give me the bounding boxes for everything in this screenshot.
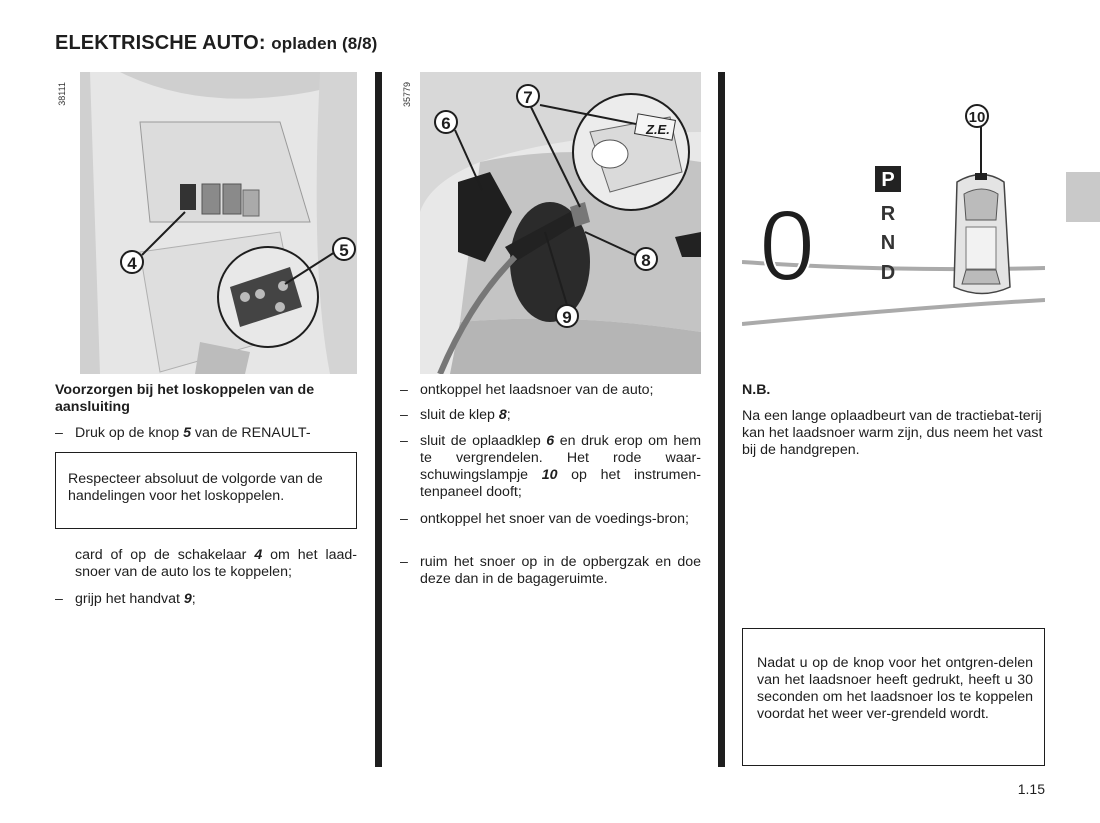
col1-cont-text-end: om het laad-snoer van de auto los te koppelen; bbox=[75, 547, 358, 580]
col2-item-5-text: ruim het snoer op in de opbergzak en doe deze dan in de bagageruimte. bbox=[420, 554, 701, 587]
col2-item-5 bbox=[400, 554, 701, 588]
col2-item-3 bbox=[400, 433, 701, 501]
dashboard-illustration bbox=[80, 72, 357, 374]
charging-port-illustration bbox=[420, 72, 701, 374]
dash: – bbox=[400, 382, 408, 398]
col1-item-1-text-end: van de RENAULT- bbox=[190, 425, 311, 441]
col1-item-2-text-end: ; bbox=[191, 591, 196, 607]
column-divider-1 bbox=[375, 72, 382, 767]
callout-4-label: 4 bbox=[127, 254, 137, 273]
speed-display: 0 bbox=[759, 190, 815, 302]
col2-item-1 bbox=[400, 382, 701, 399]
col1-cont-text: card of op de schakelaar bbox=[75, 547, 255, 563]
figure-code-2: 35779 bbox=[402, 82, 412, 108]
gear-n: N bbox=[880, 232, 896, 254]
nb-text: Na een lange oplaadbeurt van de tractiebat-terij kan het laadsnoer warm zijn, dus neem het vast bij de handgrepen. bbox=[742, 408, 1043, 458]
col1-cont-ref: 4 bbox=[254, 547, 263, 563]
gear-d: D bbox=[880, 262, 896, 284]
dash: – bbox=[55, 591, 63, 607]
col1-warning-box bbox=[55, 452, 357, 529]
col1-item-1 bbox=[55, 425, 357, 442]
page-number: 1.15 bbox=[1017, 781, 1045, 797]
col2-item-1-text: ontkoppel het laadsnoer van de auto; bbox=[420, 382, 654, 398]
col2-item-3-text: sluit de oplaadklep bbox=[420, 433, 547, 449]
dash: – bbox=[55, 425, 63, 441]
gear-r: R bbox=[880, 203, 896, 225]
dash: – bbox=[400, 511, 408, 527]
callout-6-label: 6 bbox=[441, 114, 451, 133]
col2-item-3-ref2: 10 bbox=[541, 467, 558, 483]
figure-charging-port bbox=[420, 72, 701, 374]
col3-info-text: Nadat u op de knop voor het ontgren-delen van het laadsnoer heeft gedrukt, heeft u 30 seconden om het laadsnoer los te koppelen voordat het weer ver-grendeld wordt. bbox=[757, 655, 1033, 722]
figure-code-1: 38111 bbox=[57, 82, 67, 106]
dash: – bbox=[400, 433, 408, 449]
title-sub: opladen (8/8) bbox=[271, 34, 378, 53]
nb-label: N.B. bbox=[742, 382, 771, 398]
col2-item-2 bbox=[400, 407, 701, 424]
callout-5-label: 5 bbox=[339, 241, 349, 260]
col1-item-1-ref: 5 bbox=[183, 425, 191, 441]
col1-heading: Voorzorgen bij het loskoppelen van de aansluiting bbox=[55, 382, 315, 415]
section-tab bbox=[1066, 172, 1100, 222]
col2-item-2-text: sluit de klep bbox=[420, 407, 499, 423]
col1-item-2-text: grijp het handvat bbox=[75, 591, 184, 607]
col2-item-3-ref: 6 bbox=[546, 433, 555, 449]
col3-info-box bbox=[742, 628, 1045, 766]
title-main: ELEKTRISCHE AUTO: bbox=[55, 32, 266, 54]
page-title bbox=[55, 32, 377, 55]
instrument-panel-illustration bbox=[742, 72, 1045, 332]
col2-item-2-ref: 8 bbox=[498, 407, 507, 423]
callout-8-label: 8 bbox=[641, 251, 651, 270]
callout-10-label: 10 bbox=[968, 109, 986, 126]
col1-item-1-continued bbox=[75, 547, 357, 581]
col2-item-3-text-mid: en druk erop om hem te vergrendelen. Het rode waar-schuwingslampje bbox=[420, 433, 702, 483]
col2-item-3-text-end: op het instrumen-tenpaneel dooft; bbox=[420, 467, 701, 500]
col1-item-2 bbox=[55, 591, 357, 608]
col2-item-4-text: ontkoppel het snoer van de voedings-bron; bbox=[420, 511, 689, 527]
figure-dashboard-switch bbox=[80, 72, 357, 374]
column-divider-2 bbox=[718, 72, 725, 767]
col1-item-2-ref: 9 bbox=[183, 591, 192, 607]
gear-p: P bbox=[881, 169, 895, 191]
callout-7-label: 7 bbox=[523, 88, 533, 107]
col1-warning-text: Respecteer absoluut de volgorde van de handelingen voor het loskoppelen. bbox=[68, 471, 323, 504]
callout-9-label: 9 bbox=[562, 308, 572, 327]
col2-item-4 bbox=[400, 511, 701, 528]
col2-item-2-text-end: ; bbox=[506, 407, 511, 423]
figure-instrument-panel bbox=[742, 72, 1045, 332]
dash: – bbox=[400, 407, 408, 423]
col1-item-1-text: Druk op de knop bbox=[75, 425, 184, 441]
dash: – bbox=[400, 554, 408, 570]
ze-badge: Z.E. bbox=[646, 122, 670, 137]
